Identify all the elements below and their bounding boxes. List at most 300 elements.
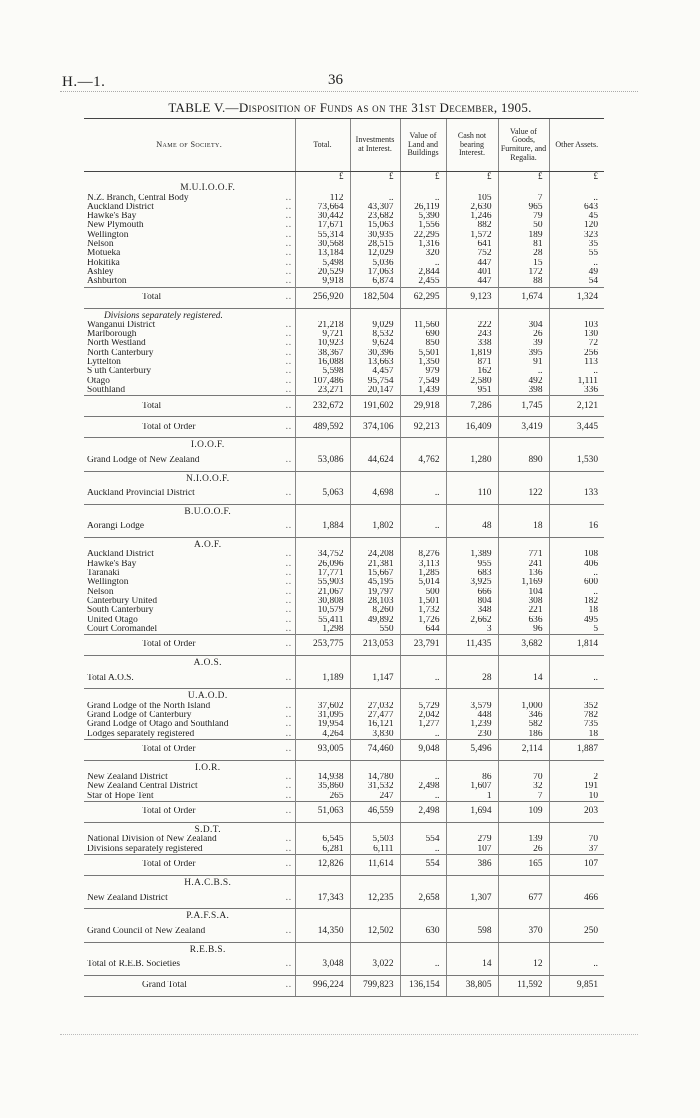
society-heading-row [84,504,604,517]
total-value: 17,343 [295,888,350,909]
society-name: South Canterbury [87,606,154,616]
society-name: New Zealand Central District [87,782,198,792]
society-name-cell [84,560,295,569]
society-name-cell [84,955,295,976]
leader-dots: ‥ [285,249,292,259]
leader-dots: ‥ [285,212,292,222]
society-name: United Otago [87,615,138,625]
investments-value: 247 [350,792,400,802]
table-row [84,616,604,625]
empty-cell [350,504,400,517]
empty-cell [400,471,446,484]
other-assets-value: 191 [549,782,604,791]
table-row [84,711,604,720]
leader-dots: ‥ [285,744,292,755]
goods-value: 890 [498,451,549,472]
other-assets-value: 55 [549,249,604,258]
cash-value: 447 [446,259,498,268]
cash-value: 641 [446,240,498,249]
subsection-heading: Divisions separately registered. [104,310,223,321]
goods-value: 96 [498,625,549,635]
total-label: Total of Order [142,745,196,755]
investments-value: .. [350,194,400,203]
goods-value: 636 [498,616,549,625]
table-row [84,569,604,578]
cash-value: 683 [446,569,498,578]
cash-value: 955 [446,560,498,569]
investments-value: 46,559 [350,802,400,823]
cash-value: 401 [446,268,498,277]
empty-cell [295,689,350,702]
society-name: National Division of New Zealand [87,835,217,845]
currency-symbol: £ [446,172,498,182]
empty-cell [498,308,549,321]
society-heading: I.O.R. [194,762,221,773]
empty-cell [350,689,400,702]
cash-value: 1,607 [446,782,498,791]
leader-dots: ‥ [285,672,292,683]
total-row [84,802,604,823]
society-name-cell [84,569,295,578]
leader-dots: ‥ [285,488,292,499]
empty-cell [400,942,446,955]
other-assets-value: 182 [549,597,604,606]
table-row [84,259,604,268]
goods-value: 492 [498,377,549,386]
total-value: 55,314 [295,231,350,240]
other-assets-value: 37 [549,845,604,855]
land-buildings-value: .. [400,773,446,782]
leader-dots: ‥ [285,193,292,203]
society-heading-cell [84,538,295,551]
other-assets-value: 70 [549,835,604,844]
society-heading-cell [84,942,295,955]
society-name-cell [84,792,295,802]
goods-value: 88 [498,277,549,287]
leader-dots: ‥ [285,267,292,277]
column-header-cash: Cash not bearing Interest. [446,119,498,172]
table-row [84,730,604,740]
society-name: Court Coromandel [87,624,158,634]
total-row [84,635,604,656]
society-heading-cell [84,471,295,484]
total-value: 14,938 [295,773,350,782]
society-name-cell [84,845,295,855]
society-name: Star of Hope Tent [87,791,154,801]
total-value: 53,086 [295,451,350,472]
leader-dots: ‥ [285,550,292,560]
society-name-cell [84,349,295,358]
leader-dots: ‥ [285,348,292,358]
empty-cell [549,823,604,836]
column-header-total: Total. [295,119,350,172]
investments-value: 4,698 [350,484,400,505]
other-assets-value: .. [549,367,604,376]
table-row [84,782,604,791]
investments-value: 27,032 [350,702,400,711]
cash-value: 3 [446,625,498,635]
table-row [84,517,604,538]
total-value: 253,775 [295,635,350,656]
total-value: 93,005 [295,739,350,760]
other-assets-value: 45 [549,212,604,221]
total-value: 17,671 [295,221,350,230]
goods-value: 7 [498,792,549,802]
land-buildings-value: 1,316 [400,240,446,249]
other-assets-value: 108 [549,550,604,559]
investments-value: 12,029 [350,249,400,258]
society-name: Southland [87,385,126,395]
empty-cell [498,471,549,484]
empty-cell [446,823,498,836]
investments-value: 21,381 [350,560,400,569]
empty-cell [446,689,498,702]
empty-cell [446,656,498,669]
land-buildings-value: .. [400,484,446,505]
society-heading: R.E.B.S. [189,944,226,955]
empty-cell [295,656,350,669]
investments-value: 24,208 [350,550,400,559]
goods-value: 32 [498,782,549,791]
table-row [84,955,604,976]
other-assets-value: 1,887 [549,739,604,760]
empty-cell [549,760,604,773]
society-name-cell [84,330,295,339]
empty-cell [446,875,498,888]
total-value: 1,884 [295,517,350,538]
land-buildings-value: 136,154 [400,975,446,996]
society-name: Auckland District [87,550,154,560]
leader-dots: ‥ [285,454,292,465]
total-value: 73,664 [295,203,350,212]
society-name: Grand Lodge of the North Island [87,701,211,711]
total-value: 107,486 [295,377,350,386]
leader-dots: ‥ [285,729,292,739]
total-row [84,396,604,417]
leader-dots: ‥ [285,339,292,349]
land-buildings-value: 2,844 [400,268,446,277]
society-heading-row [84,909,604,922]
goods-value: 11,592 [498,975,549,996]
table-row [84,203,604,212]
total-label: Total of Order [142,422,196,432]
society-name-cell [84,578,295,587]
other-assets-value: 466 [549,888,604,909]
leader-dots: ‥ [285,240,292,250]
investments-value: 8,260 [350,606,400,615]
empty-cell [549,909,604,922]
total-label: Total of Order [142,860,196,870]
leader-dots: ‥ [285,385,292,395]
empty-cell [295,181,350,193]
other-assets-value: 600 [549,578,604,587]
land-buildings-value: .. [400,730,446,740]
leader-dots: ‥ [285,710,292,720]
total-value: 30,568 [295,240,350,249]
land-buildings-value: 2,498 [400,782,446,791]
goods-value: 3,682 [498,635,549,656]
land-buildings-value: 1,277 [400,720,446,729]
currency-symbol: £ [549,172,604,182]
land-buildings-value: 2,498 [400,802,446,823]
empty-cell [400,308,446,321]
other-assets-value: 103 [549,321,604,330]
society-name-cell [84,588,295,597]
society-name: Lyttelton [87,358,121,368]
land-buildings-value: 5,729 [400,702,446,711]
society-heading-row [84,875,604,888]
table-row [84,330,604,339]
society-name: Grand Council of New Zealand [87,926,206,936]
leader-dots: ‥ [285,367,292,377]
leader-dots: ‥ [285,358,292,368]
land-buildings-value: 979 [400,367,446,376]
cash-value: 1,694 [446,802,498,823]
leader-dots: ‥ [285,202,292,212]
leader-dots: ‥ [285,859,292,870]
empty-cell [295,909,350,922]
cash-value: 1,389 [446,550,498,559]
leader-dots: ‥ [285,596,292,606]
society-heading: M.U.I.O.O.F. [180,183,236,194]
land-buildings-value: 2,042 [400,711,446,720]
society-heading-cell [84,909,295,922]
empty-cell [295,471,350,484]
leader-dots: ‥ [285,606,292,616]
society-heading: H.A.C.B.S. [184,877,232,888]
investments-value: 20,147 [350,386,400,396]
goods-value: 1,745 [498,396,549,417]
leader-dots: ‥ [285,258,292,268]
column-header-investments: Investments at Interest. [350,119,400,172]
investments-value: 9,624 [350,339,400,348]
currency-row [84,172,604,182]
land-buildings-value: 3,113 [400,560,446,569]
empty-cell [400,538,446,551]
total-value: 5,598 [295,367,350,376]
empty-cell [295,875,350,888]
empty-cell [400,504,446,517]
society-name: Taranaki [87,569,120,579]
cash-value: 38,805 [446,975,498,996]
table-row [84,845,604,855]
other-assets-value: 203 [549,802,604,823]
total-value: 12,826 [295,854,350,875]
cash-value: 2,630 [446,203,498,212]
empty-cell [295,942,350,955]
cash-value: 1,572 [446,231,498,240]
investments-value: 16,121 [350,720,400,729]
cash-value: 2,580 [446,377,498,386]
table-row [84,277,604,287]
society-name-cell [84,377,295,386]
goods-value: 1,674 [498,287,549,308]
total-value: 3,048 [295,955,350,976]
leader-dots: ‥ [285,291,292,302]
investments-value: 6,874 [350,277,400,287]
society-name-cell [84,212,295,221]
investments-value: 12,502 [350,922,400,943]
table-row [84,835,604,844]
cash-value: 1,307 [446,888,498,909]
total-value: 37,602 [295,702,350,711]
investments-value: 5,503 [350,835,400,844]
society-name-cell [84,386,295,396]
table-row [84,720,604,729]
society-heading: A.O.F. [194,540,222,551]
society-name-cell [84,417,295,438]
goods-value: 39 [498,339,549,348]
cash-value: 9,123 [446,287,498,308]
total-value: 996,224 [295,975,350,996]
empty-cell [498,823,549,836]
empty-cell [549,656,604,669]
leader-dots: ‥ [285,221,292,231]
land-buildings-value: .. [400,194,446,203]
land-buildings-value: 320 [400,249,446,258]
empty-cell [350,875,400,888]
empty-cell [446,438,498,451]
society-name: Total A.O.S. [87,673,134,683]
society-name-cell [84,287,295,308]
other-assets-value: .. [549,194,604,203]
total-value: 10,923 [295,339,350,348]
society-name-cell [84,720,295,729]
society-name-cell [84,730,295,740]
other-assets-value: 49 [549,268,604,277]
land-buildings-value: 1,350 [400,358,446,367]
investments-value: 550 [350,625,400,635]
leader-dots: ‥ [285,376,292,386]
land-buildings-value: 630 [400,922,446,943]
goods-value: 370 [498,922,549,943]
empty-cell [446,760,498,773]
other-assets-value: 72 [549,339,604,348]
land-buildings-value: .. [400,517,446,538]
empty-cell [350,181,400,193]
society-name: Hokitika [87,258,120,268]
total-value: 31,095 [295,711,350,720]
table-row [84,888,604,909]
society-heading: B.U.O.O.F. [184,506,232,517]
society-name-cell [84,358,295,367]
table-row [84,550,604,559]
table-row [84,606,604,615]
total-value: 9,721 [295,330,350,339]
society-name-cell [84,268,295,277]
society-name-cell [84,321,295,330]
total-value: 51,063 [295,802,350,823]
leader-dots: ‥ [285,782,292,792]
land-buildings-value: 4,762 [400,451,446,472]
cash-value: 338 [446,339,498,348]
goods-value: 81 [498,240,549,249]
society-name: Auckland District [87,202,154,212]
leader-dots: ‥ [285,578,292,588]
cash-value: 28 [446,668,498,689]
goods-value: 241 [498,560,549,569]
other-assets-value: 16 [549,517,604,538]
currency-symbol: £ [295,172,350,182]
society-name-cell [84,367,295,376]
investments-value: 799,823 [350,975,400,996]
society-heading-row [84,438,604,451]
other-assets-value: 1,814 [549,635,604,656]
investments-value: 182,504 [350,287,400,308]
investments-value: 1,147 [350,668,400,689]
empty-cell [400,760,446,773]
society-name: New Plymouth [87,221,144,231]
leader-dots: ‥ [285,330,292,340]
column-header-other-assets: Other Assets. [549,119,604,172]
disposition-of-funds-table [84,118,604,997]
empty-cell [498,438,549,451]
society-name: Marlborough [87,330,137,340]
society-name-cell [84,249,295,258]
society-name: Aorangi Lodge [87,522,145,532]
society-name-cell [84,922,295,943]
footer-divider [60,1034,638,1035]
society-heading-row [84,656,604,669]
leader-dots: ‥ [285,569,292,579]
land-buildings-value: .. [400,845,446,855]
leader-dots: ‥ [285,925,292,936]
society-heading: A.O.S. [193,658,222,669]
cash-value: 448 [446,711,498,720]
goods-value: 395 [498,349,549,358]
investments-value: 17,063 [350,268,400,277]
society-heading-cell [84,689,295,702]
society-heading-cell [84,760,295,773]
society-heading-row [84,471,604,484]
investments-value: 44,624 [350,451,400,472]
total-value: 21,067 [295,588,350,597]
investments-value: 28,103 [350,597,400,606]
total-value: 16,088 [295,358,350,367]
total-value: 20,529 [295,268,350,277]
land-buildings-value: .. [400,668,446,689]
goods-value: 91 [498,358,549,367]
table-row [84,194,604,203]
other-assets-value: .. [549,569,604,578]
goods-value: 677 [498,888,549,909]
table-row [84,792,604,802]
total-value: 30,442 [295,212,350,221]
table-row [84,484,604,505]
page-number: 36 [328,72,343,88]
leader-dots: ‥ [285,773,292,783]
society-name-cell [84,597,295,606]
goods-value: 70 [498,773,549,782]
total-label: Grand Total [142,981,187,991]
land-buildings-value: 26,119 [400,203,446,212]
society-heading-cell [84,823,295,836]
total-label: Total of Order [142,640,196,650]
society-heading: S.D.T. [194,825,221,836]
society-heading-cell [84,875,295,888]
investments-value: 13,663 [350,358,400,367]
land-buildings-value: 62,295 [400,287,446,308]
society-name-cell [84,484,295,505]
empty-cell [350,942,400,955]
table-row [84,451,604,472]
society-name-cell [84,782,295,791]
goods-value: 79 [498,212,549,221]
other-assets-value: 323 [549,231,604,240]
cash-value: 48 [446,517,498,538]
cash-value: 447 [446,277,498,287]
investments-value: 6,111 [350,845,400,855]
